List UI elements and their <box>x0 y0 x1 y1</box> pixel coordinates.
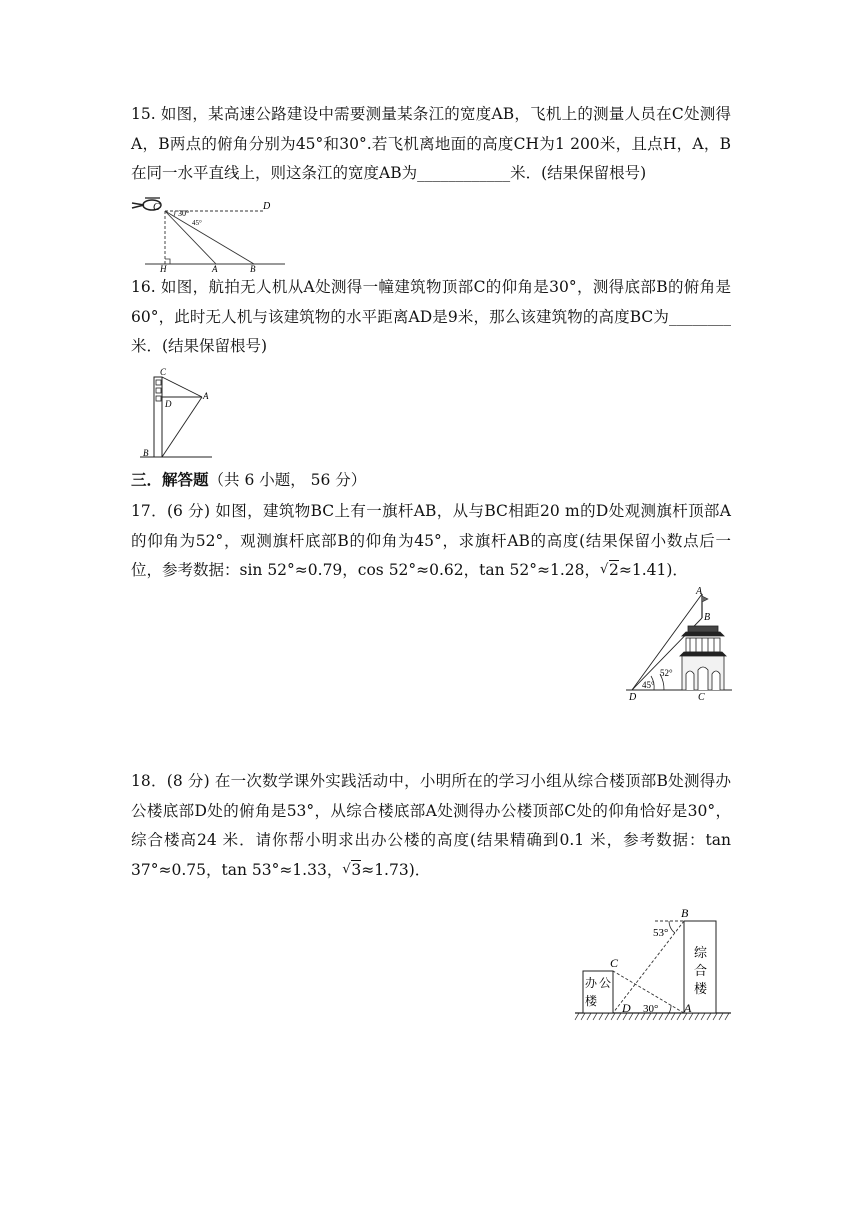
angle-45: 45° <box>192 219 202 227</box>
question-17-main: 17．(6 分) 如图，建筑物BC上有一旗杆AB，从与BC相距20 m的D处观测旗杆顶部A的仰角为52°，观测旗杆底部B的仰角为45°，求旗杆AB的高度(结果保留小数点后一位，参考数据：sin 52°≈0.79，cos 52°≈0.62，tan 52°≈1.28， <box>131 502 731 579</box>
question-15-figure <box>130 193 290 273</box>
label-b: B <box>704 612 711 623</box>
question-18-main: 18．(8 分) 在一次数学课外实践活动中，小明所在的学习小组从综合楼顶部B处测得办公楼底部D处的俯角是53°，从综合楼底部A处测得办公楼顶部C处的仰角恰好是30°，综合楼高24 米．请你帮小明求出办公楼的高度(结果精确到0.1 米，参考数据：tan 37°≈0.75，tan 53°≈1.33， <box>131 772 731 879</box>
question-18-end: ≈1.73)． <box>361 860 431 879</box>
label-c: C <box>610 956 619 970</box>
question-18-text <box>131 767 731 885</box>
complex-building-label-2: 合 <box>694 963 708 978</box>
angle-45: 45° <box>642 680 655 690</box>
label-d: D <box>622 1001 631 1015</box>
label-d: D <box>165 399 172 409</box>
section-heading <box>131 468 366 490</box>
label-c: C <box>698 692 705 703</box>
label-b: B <box>143 448 149 458</box>
question-17-end: ≈1.41)． <box>618 561 688 579</box>
label-b: B <box>681 906 689 920</box>
angle-53: 53° <box>653 927 669 939</box>
label-c: C <box>153 202 160 213</box>
question-17-text <box>131 497 731 586</box>
label-b: B <box>250 264 256 274</box>
label-c: C <box>160 367 167 377</box>
tower-building-icon <box>680 626 726 690</box>
label-a: A <box>212 264 218 274</box>
complex-building-label-3: 楼 <box>694 981 708 996</box>
office-building-label-bottom: 楼 <box>585 994 598 1008</box>
label-a: A <box>684 1001 692 1015</box>
sqrt-value: 3 <box>351 860 362 879</box>
angle-30: 30° <box>643 1003 659 1015</box>
complex-building-label-1: 综 <box>694 945 708 960</box>
question-18-figure <box>573 905 735 1025</box>
angle-52: 52° <box>660 668 673 678</box>
label-a: A <box>203 391 209 401</box>
label-h: H <box>160 264 167 274</box>
angle-30: 30° <box>178 209 190 218</box>
label-d: D <box>263 201 271 212</box>
label-a: A <box>696 586 703 597</box>
question-16-text: 16. 如图，航拍无人机从A处测得一幢建筑物顶部C的仰角是30°，测得底部B的俯角是60°，此时无人机与该建筑物的水平距离AD是9米，那么该建筑物的高度BC为________米．(结果保留根号) <box>131 278 731 355</box>
section-note: （共 6 小题， 56 分） <box>208 471 367 489</box>
question-15-text: 15. 如图，某高速公路建设中需要测量某条江的宽度AB，飞机上的测量人员在C处测得A，B两点的俯角分别为45°和30°.若飞机离地面的高度CH为1 200米，且点H，A，B在同一水平直线上，则这条江的宽度AB为____________米．(结果保留根号) <box>131 105 731 182</box>
sqrt-symbol <box>342 856 361 886</box>
section-title: 三．解答题 <box>131 470 209 489</box>
sqrt-symbol <box>600 556 619 586</box>
question-17-figure <box>624 586 734 703</box>
question-16-figure <box>138 367 218 461</box>
sqrt-value: 2 <box>609 561 619 579</box>
label-d: D <box>629 692 637 703</box>
office-building-label-top: 办公 <box>585 976 611 990</box>
